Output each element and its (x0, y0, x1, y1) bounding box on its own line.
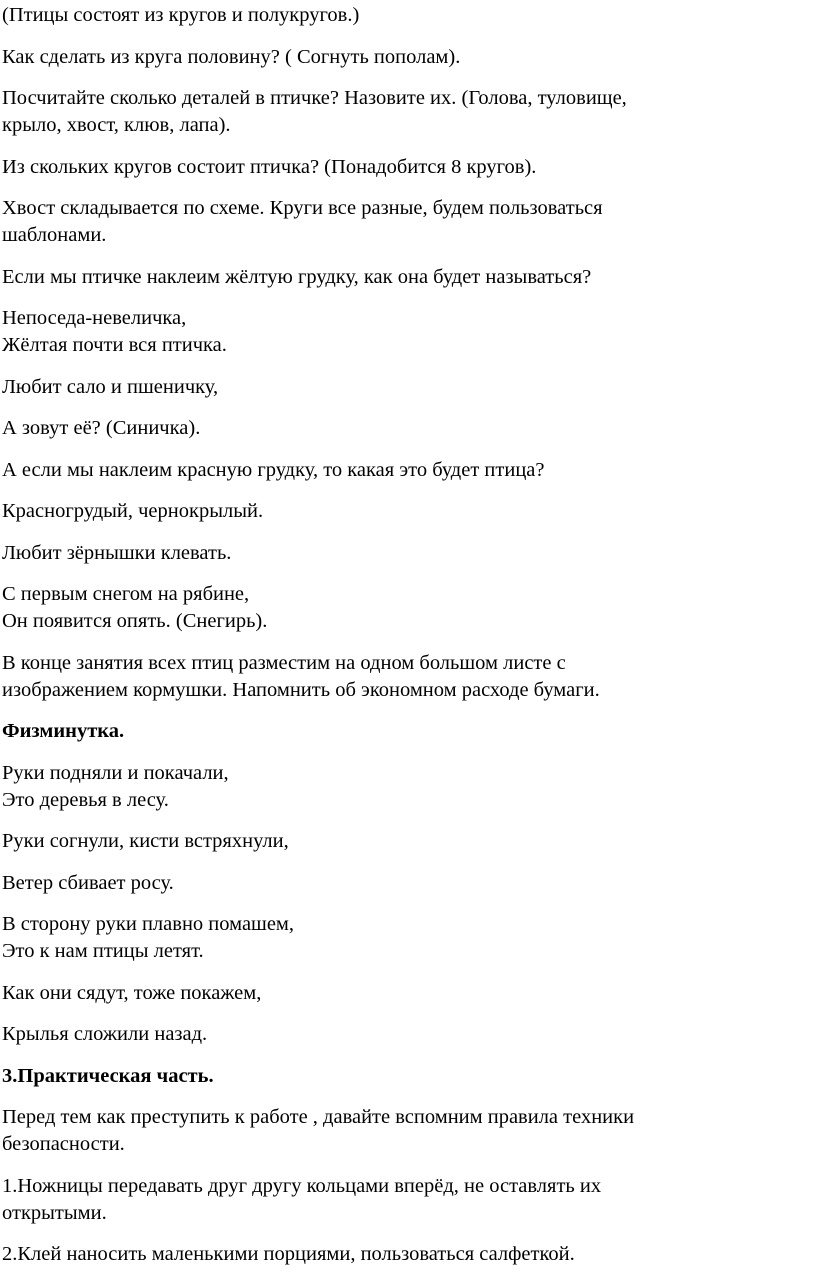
paragraph (2, 581, 816, 635)
text-line: С первым снегом на рябине, (2, 583, 250, 605)
paragraph (2, 760, 816, 814)
paragraph (2, 980, 816, 1007)
paragraph (2, 1173, 816, 1227)
text-line: 2.Клей наносить маленькими порциями, пользоваться салфеткой. (2, 1243, 575, 1265)
text-line: Ветер сбивает росу. (2, 871, 174, 894)
paragraph (2, 457, 816, 484)
text-line: крыло, хвост, клюв, лапа). (2, 114, 231, 136)
paragraph (2, 85, 816, 139)
paragraph (2, 540, 816, 567)
text-line: Из скольких кругов состоит птичка? (Понадобится 8 кругов). (2, 155, 537, 178)
text-line: Это к нам птицы летят. (2, 940, 204, 962)
text-line: безопасности. (2, 1133, 125, 1155)
section-heading (2, 1063, 816, 1090)
text-line: Любит сало и пшеничку, (2, 375, 219, 398)
section-heading (2, 718, 816, 745)
text-line: шаблонами. (2, 224, 107, 246)
paragraph (2, 195, 816, 249)
text-line: Жёлтая почти вся птичка. (2, 334, 227, 356)
text-line: Это деревья в лесу. (2, 788, 169, 811)
paragraph (2, 1104, 816, 1158)
paragraph (2, 911, 816, 965)
text-line: (Птицы состоят из кругов и полукругов.) (2, 4, 360, 26)
text-line: изображением кормушки. Напомнить об экономном расходе бумаги. (2, 678, 600, 701)
text-line: В конце занятия всех птиц разместим на одном большом листе с (2, 651, 566, 674)
text-line: Как они сядут, тоже покажем, (2, 981, 262, 1004)
text-line: Хвост складывается по схеме. Круги все разные, будем пользоваться (2, 197, 603, 219)
text-line: Любит зёрнышки клевать. (2, 541, 232, 564)
paragraph (2, 828, 816, 855)
text-line: Посчитайте сколько деталей в птичке? Назовите их. (Голова, туловище, (2, 87, 627, 109)
text-line: открытыми. (2, 1201, 107, 1224)
text-line: Руки подняли и покачали, (2, 761, 229, 784)
text-line: А зовут её? (Синичка). (2, 417, 201, 439)
text-line: А если мы наклеим красную грудку, то какая это будет птица? (2, 458, 545, 481)
text-line: Крылья сложили назад. (2, 1023, 208, 1045)
text-line: Физминутка. (2, 720, 125, 742)
paragraph (2, 1021, 816, 1048)
text-line: Если мы птичке наклеим жёлтую грудку, как она будет называться? (2, 265, 592, 288)
paragraph (2, 44, 816, 71)
paragraph (2, 154, 816, 181)
text-line: Красногрудый, чернокрылый. (2, 500, 264, 522)
paragraph (2, 870, 816, 897)
paragraph (2, 374, 816, 401)
paragraph (2, 264, 816, 291)
text-line: Перед тем как преступить к работе , давайте вспомним правила техники (2, 1106, 635, 1128)
text-line: Как сделать из круга половину? ( Согнуть пополам). (2, 45, 461, 68)
text-line: Он появится опять. (Снегирь). (2, 610, 268, 632)
text-line: Руки согнули, кисти встряхнули, (2, 830, 289, 852)
text-line: Непоседа-невеличка, (2, 307, 187, 329)
text-line: 1.Ножницы передавать друг другу кольцами вперёд, не оставлять их (2, 1174, 602, 1197)
paragraph (2, 498, 816, 525)
text-line: В сторону руки плавно помашем, (2, 913, 295, 935)
text-line: 3.Практическая часть. (2, 1064, 214, 1087)
paragraph (2, 1241, 816, 1268)
paragraph (2, 415, 816, 442)
paragraph (2, 305, 816, 359)
paragraph (2, 650, 816, 704)
paragraph (2, 2, 816, 29)
